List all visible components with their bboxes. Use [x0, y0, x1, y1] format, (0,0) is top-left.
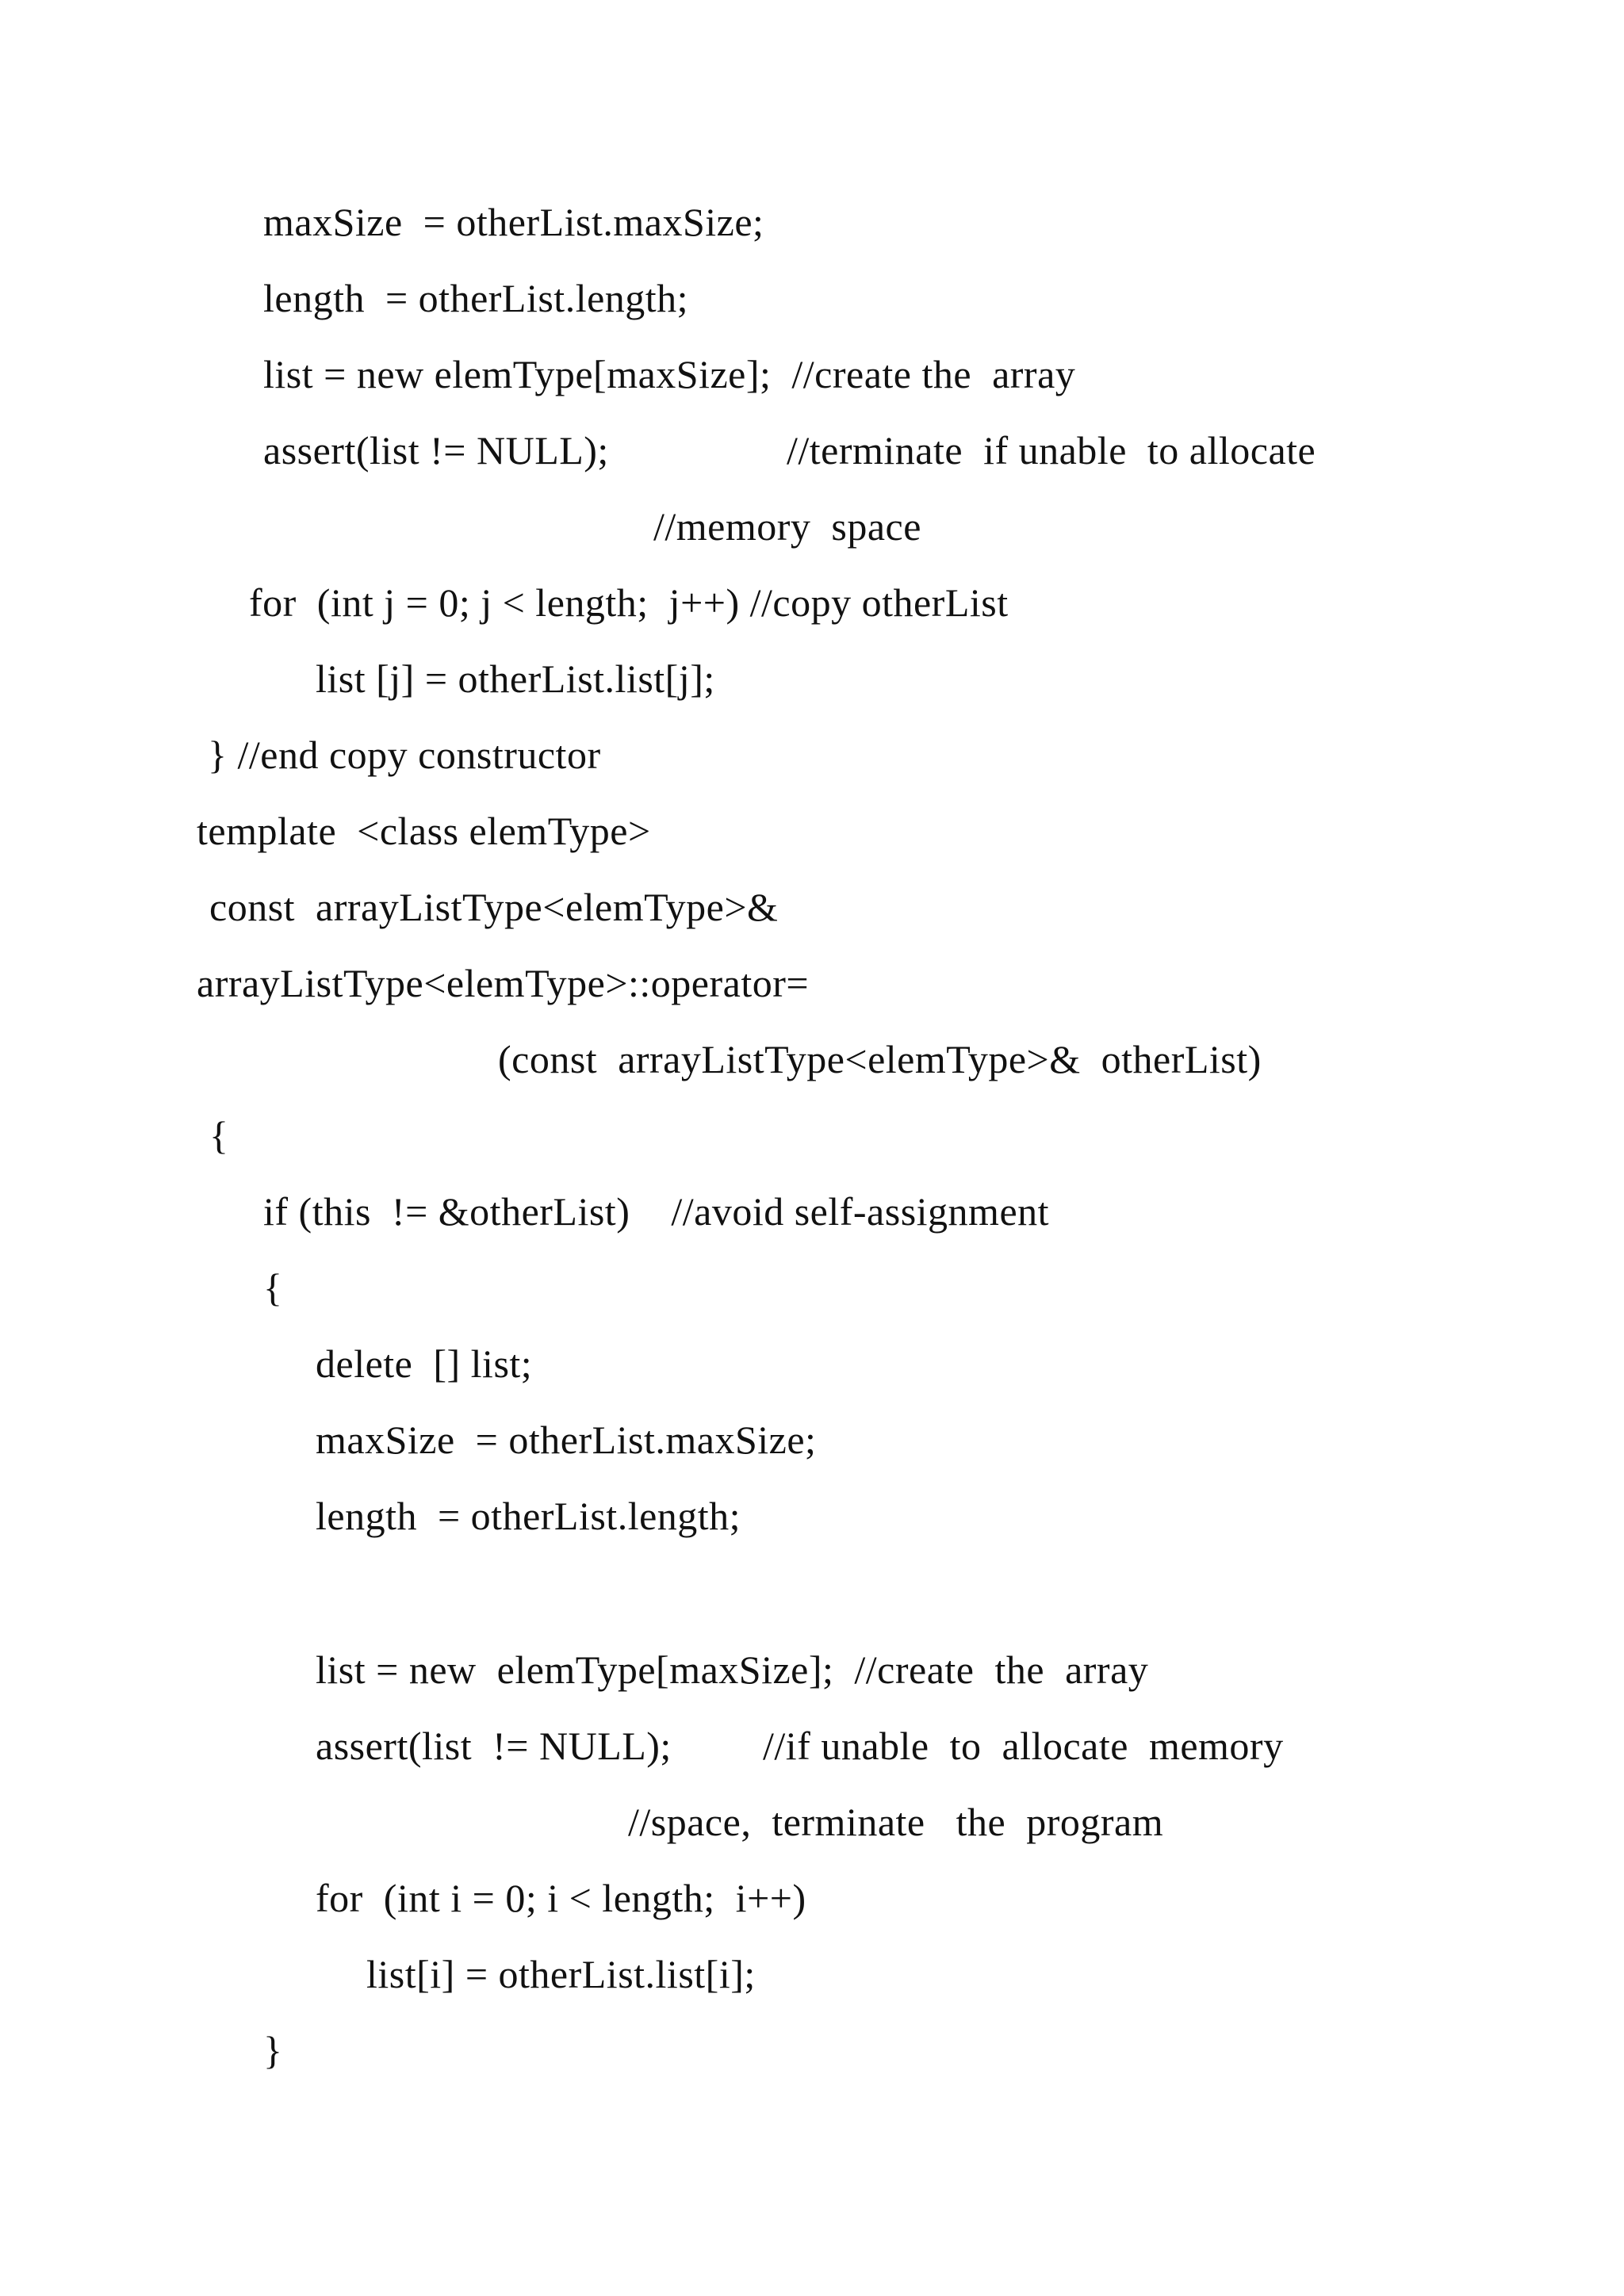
code-line: arrayListType<elemType>::operator=	[197, 961, 810, 1005]
code-line: length = otherList.length;	[263, 276, 689, 320]
code-line: template <class elemType>	[197, 809, 651, 853]
code-line: list [j] = otherList.list[j];	[316, 656, 715, 701]
code-line: {	[263, 1265, 283, 1310]
code-line: {	[209, 1113, 229, 1158]
code-line: length = otherList.length;	[316, 1494, 741, 1538]
code-line: maxSize = otherList.maxSize;	[263, 200, 764, 244]
code-line: (const arrayListType<elemType>& otherList)	[498, 1037, 1262, 1081]
code-line: const arrayListType<elemType>&	[209, 885, 779, 929]
code-line: delete [] list;	[316, 1341, 533, 1386]
code-line: list = new elemType[maxSize]; //create the array	[316, 1647, 1149, 1692]
code-comment: //space, terminate the program	[628, 1800, 1164, 1844]
code-comment: //if unable to allocate memory	[763, 1724, 1284, 1768]
code-line: assert(list != NULL);	[263, 428, 609, 473]
code-line: }	[263, 2028, 283, 2072]
code-line: for (int i = 0; i < length; i++)	[316, 1876, 806, 1920]
code-comment: //memory space	[653, 504, 921, 549]
code-line: for (int j = 0; j < length; j++) //copy otherList	[249, 580, 1009, 625]
code-line: assert(list != NULL);	[316, 1724, 672, 1768]
code-line: if (this != &otherList) //avoid self-assignment	[263, 1189, 1050, 1234]
code-line: list[i] = otherList.list[i];	[366, 1952, 756, 1996]
code-line: } //end copy constructor	[208, 733, 601, 777]
code-line: maxSize = otherList.maxSize;	[316, 1418, 817, 1462]
code-comment: //terminate if unable to allocate	[787, 428, 1316, 473]
code-line: list = new elemType[maxSize]; //create the array	[263, 352, 1076, 396]
